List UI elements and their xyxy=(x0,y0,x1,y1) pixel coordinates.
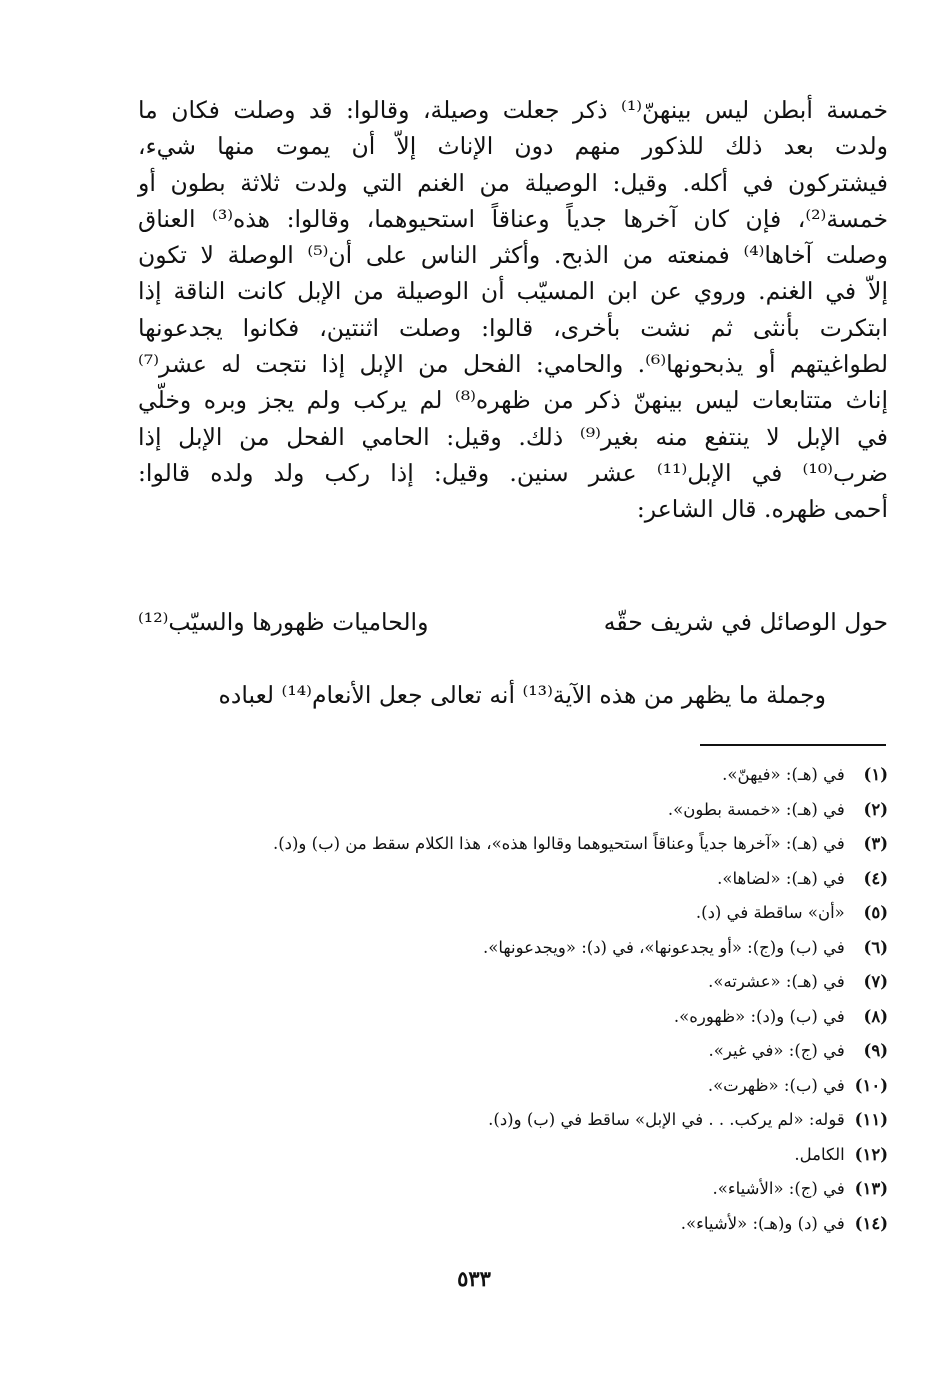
footnote-number: (٩) xyxy=(863,1041,888,1060)
footnote-separator xyxy=(700,744,886,746)
footnote-text: في (ب): «ظهرت». xyxy=(707,1075,845,1095)
body-line-10: في الإبل لا ينتفع منه بغير⁽⁹⁾ ذلك. وقيل: الحامي الفحل من الإبل إذا xyxy=(138,422,888,451)
footnote-number: (٥) xyxy=(863,903,888,922)
body-line-6: إلاّ في الغنم. وروي عن ابن المسيّب أن الوصيلة من الإبل كانت الناقة إذا xyxy=(138,277,888,306)
footnote-number: (١٢) xyxy=(854,1144,888,1164)
body-line-9: إناث متتابعات ليس بينهنّ ذكر من ظهره⁽⁸⁾ لم يركب ولم يجز وبره وخلّي xyxy=(138,386,888,415)
footnote-number: (١٤) xyxy=(854,1213,888,1233)
closing-line: وجملة ما يظهر من هذه الآية⁽¹³⁾ أنه تعالى جعل الأنعام⁽¹⁴⁾ لعباده xyxy=(218,681,826,709)
body-line-3: فيشتركون في أكله. وقيل: الوصيلة من الغنم التي ولدت ثلاثة بطون أو xyxy=(138,168,888,197)
footnote-number: (١٠) xyxy=(854,1075,888,1095)
footnote-item xyxy=(120,965,888,1000)
verse-first-hemistich: حول الوصائل في شريف حقّه xyxy=(603,608,888,636)
body-line-7: ابتكرت بأنثى ثم نشت بأخرى، قالوا: وصلت اثنتين، فكانوا يجدعونها xyxy=(138,313,888,342)
body-line-12: أحمى ظهره. قال الشاعر: xyxy=(636,495,888,524)
footnote-number: (٣) xyxy=(863,834,888,853)
footnote-text: «أن» ساقطة في (د). xyxy=(695,903,845,922)
footnote-item xyxy=(120,1172,888,1207)
footnote-item xyxy=(120,1207,888,1242)
footnote-number: (١٣) xyxy=(854,1179,888,1198)
closing-paragraph xyxy=(138,677,888,713)
footnote-item xyxy=(120,793,888,828)
footnote-text: قوله: «لم يركب. . . في الإبل» ساقط في (ب) و(د). xyxy=(488,1110,845,1129)
body-line-4: خمسة⁽²⁾، فإن كان آخرها جدياً وعناقاً استحيوهما، وقالوا: هذه⁽³⁾ العناق xyxy=(138,204,888,233)
footnote-item xyxy=(120,1069,888,1104)
body-line-5: وصلت آخاها⁽⁴⁾ فمنعته من الذبح. وأكثر الناس على أن⁽⁵⁾ الوصلة لا تكون xyxy=(138,241,888,270)
footnote-item xyxy=(120,1138,888,1173)
page-number: ٥٣٣ xyxy=(457,1266,491,1291)
body-line-8: لطواغيتهم أو يذبحونها⁽⁶⁾. والحامي: الفحل من الإبل إذا نتجت له عشر⁽⁷⁾ xyxy=(138,350,888,379)
footnote-item xyxy=(120,862,888,897)
footnote-number: (١١) xyxy=(854,1110,888,1129)
footnote-number: (٦) xyxy=(863,937,888,957)
footnote-number: (١) xyxy=(863,765,888,784)
footnote-text: في (ب) و(د): «ظهوره». xyxy=(673,1006,845,1026)
footnote-number: (٧) xyxy=(863,972,888,991)
footnote-item xyxy=(120,1034,888,1069)
footnote-text: في (ج): «في غير». xyxy=(708,1041,845,1060)
footnote-text: في (هـ): «خمسة بطون». xyxy=(667,799,845,819)
footnote-text: في (هـ): «عشرته». xyxy=(708,972,845,991)
footnote-text: في (هـ): «فيهنّ». xyxy=(722,765,845,784)
footnote-item xyxy=(120,1000,888,1035)
body-line-1: خمسة أبطن ليس بينهنّ⁽¹⁾ ذكر جعلت وصيلة، وقالوا: قد وصلت فكان ما xyxy=(138,96,888,124)
footnote-text: الكامل. xyxy=(794,1144,845,1164)
footnotes-list xyxy=(120,758,888,1241)
footnote-item xyxy=(120,896,888,931)
footnote-item xyxy=(120,931,888,966)
body-line-2: ولدت بعد ذلك للذكور منهم دون الإناث إلاّ أن يموت منها شيء، xyxy=(138,132,888,161)
footnote-number: (٨) xyxy=(863,1006,888,1026)
footnote-item xyxy=(120,827,888,862)
footnote-text: في (ج): «الأشياء». xyxy=(712,1179,845,1198)
verse-second-hemistich: والحاميات ظهورها والسيّب⁽¹²⁾ xyxy=(138,608,429,636)
footnote-text: في (د) و(هـ): «لأشياء». xyxy=(680,1213,845,1233)
footnote-text: في (هـ): «لضاها». xyxy=(717,868,845,888)
footnote-item xyxy=(120,758,888,793)
main-text-block xyxy=(138,92,888,528)
footnote-number: (٤) xyxy=(863,868,888,888)
footnote-text: في (هـ): «آخرها جدياً وعناقاً استحيوهما وقالوا هذه»، هذا الكلام سقط من (ب) و(د). xyxy=(272,834,845,853)
footnote-number: (٢) xyxy=(863,799,888,819)
footnote-text: في (ب) و(ج): «أو يجدعونها»، في (د): «ويجدعونها». xyxy=(483,937,845,957)
body-line-11: ضرب⁽¹⁰⁾ في الإبل⁽¹¹⁾ عشر سنين. وقيل: إذا ركب ولد ولده قالوا: xyxy=(138,458,888,487)
footnote-item xyxy=(120,1103,888,1138)
